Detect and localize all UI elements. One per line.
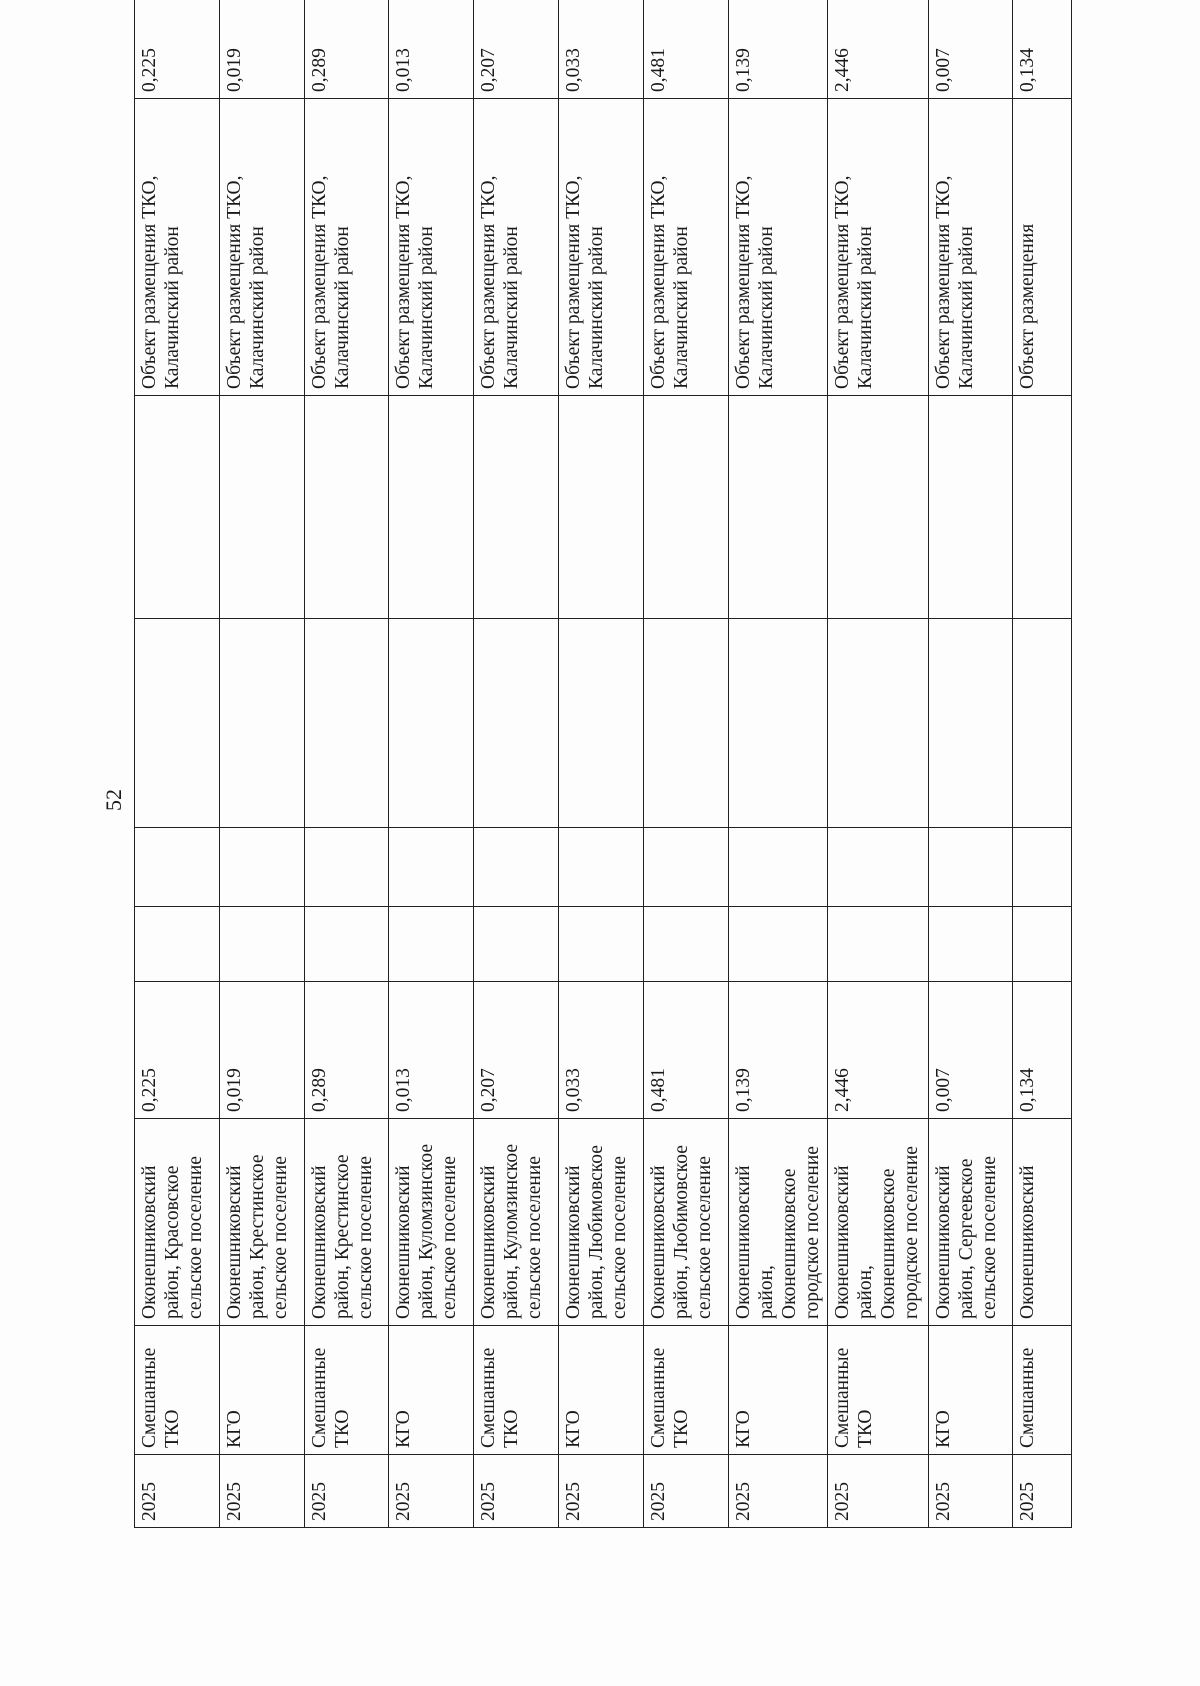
destination-cell: Объект размещения ТКО, Калачинский район [219, 99, 304, 396]
year-cell: 2025 [1013, 1455, 1072, 1528]
table-body [135, 0, 1072, 1528]
location-cell: Оконешниковский район, Любимовское сельское поселение [643, 1119, 728, 1326]
empty-cell [219, 396, 304, 619]
empty-cell [1013, 396, 1072, 619]
empty-cell [474, 907, 559, 982]
destination-mass-cell: 0,019 [219, 0, 304, 99]
table-row [928, 0, 1013, 1528]
location-cell: Оконешниковский район, Оконешниковское городское поселение [728, 1119, 827, 1326]
empty-cell [304, 828, 389, 907]
location-cell: Оконешниковский район, Куломзинское сельское поселение [389, 1119, 474, 1326]
waste-type-cell: КГО [389, 1326, 474, 1455]
location-cell: Оконешниковский район, Куломзинское сельское поселение [474, 1119, 559, 1326]
year-cell: 2025 [389, 1455, 474, 1528]
mass-cell: 0,289 [304, 982, 389, 1119]
mass-cell: 0,007 [928, 982, 1013, 1119]
destination-mass-cell: 0,225 [135, 0, 220, 99]
destination-cell: Объект размещения ТКО, Калачинский район [304, 99, 389, 396]
waste-type-cell: Смешанные ТКО [135, 1326, 220, 1455]
table-row [389, 0, 474, 1528]
destination-mass-cell: 0,134 [1013, 0, 1072, 99]
destination-mass-cell: 0,007 [928, 0, 1013, 99]
empty-cell [928, 828, 1013, 907]
destination-cell: Объект размещения ТКО, Калачинский район [559, 99, 644, 396]
destination-mass-cell: 0,139 [728, 0, 827, 99]
empty-cell [474, 396, 559, 619]
empty-cell [643, 828, 728, 907]
destination-cell: Объект размещения ТКО, Калачинский район [389, 99, 474, 396]
waste-type-cell: КГО [928, 1326, 1013, 1455]
empty-cell [928, 907, 1013, 982]
destination-mass-cell: 0,207 [474, 0, 559, 99]
destination-mass-cell: 0,033 [559, 0, 644, 99]
location-cell: Оконешниковский район, Красовское сельское поселение [135, 1119, 220, 1326]
waste-type-cell: Смешанные [1013, 1326, 1072, 1455]
table-row [219, 0, 304, 1528]
location-cell: Оконешниковский район, Крестинское сельское поселение [219, 1119, 304, 1326]
table-row [1013, 0, 1072, 1528]
year-cell: 2025 [474, 1455, 559, 1528]
table-row [728, 0, 827, 1528]
year-cell: 2025 [827, 1455, 928, 1528]
empty-cell [219, 907, 304, 982]
year-cell: 2025 [643, 1455, 728, 1528]
empty-cell [559, 396, 644, 619]
table-row [135, 0, 220, 1528]
table-row [474, 0, 559, 1528]
location-cell: Оконешниковский район, Оконешниковское городское поселение [827, 1119, 928, 1326]
empty-cell [389, 828, 474, 907]
empty-cell [304, 396, 389, 619]
empty-cell [928, 396, 1013, 619]
location-cell: Оконешниковский район, Любимовское сельское поселение [559, 1119, 644, 1326]
empty-cell [135, 619, 220, 828]
destination-cell: Объект размещения ТКО, Калачинский район [643, 99, 728, 396]
empty-cell [827, 828, 928, 907]
mass-cell: 0,225 [135, 982, 220, 1119]
destination-mass-cell: 2,446 [827, 0, 928, 99]
destination-mass-cell: 0,013 [389, 0, 474, 99]
table-row [304, 0, 389, 1528]
empty-cell [559, 619, 644, 828]
empty-cell [559, 828, 644, 907]
location-cell: Оконешниковский [1013, 1119, 1072, 1326]
table-row [559, 0, 644, 1528]
mass-cell: 0,013 [389, 982, 474, 1119]
empty-cell [643, 619, 728, 828]
empty-cell [1013, 828, 1072, 907]
table-row [827, 0, 928, 1528]
mass-cell: 0,134 [1013, 982, 1072, 1119]
empty-cell [304, 907, 389, 982]
mass-cell: 2,446 [827, 982, 928, 1119]
empty-cell [928, 619, 1013, 828]
waste-type-cell: Смешанные ТКО [827, 1326, 928, 1455]
destination-cell: Объект размещения ТКО, Калачинский район [474, 99, 559, 396]
table-container [134, 48, 1072, 1528]
mass-cell: 0,139 [728, 982, 827, 1119]
destination-cell: Объект размещения ТКО, Калачинский район [135, 99, 220, 396]
destination-mass-cell: 0,289 [304, 0, 389, 99]
rotated-table-frame [134, 48, 1072, 1528]
waste-type-cell: Смешанные ТКО [304, 1326, 389, 1455]
waste-flow-table [134, 0, 1072, 1528]
empty-cell [389, 619, 474, 828]
waste-type-cell: КГО [219, 1326, 304, 1455]
empty-cell [474, 828, 559, 907]
empty-cell [643, 396, 728, 619]
year-cell: 2025 [304, 1455, 389, 1528]
empty-cell [643, 907, 728, 982]
empty-cell [474, 619, 559, 828]
year-cell: 2025 [728, 1455, 827, 1528]
destination-cell: Объект размещения [1013, 99, 1072, 396]
empty-cell [219, 619, 304, 828]
location-cell: Оконешниковский район, Сергеевское сельское поселение [928, 1119, 1013, 1326]
waste-type-cell: Смешанные ТКО [474, 1326, 559, 1455]
empty-cell [559, 907, 644, 982]
year-cell: 2025 [219, 1455, 304, 1528]
year-cell: 2025 [928, 1455, 1013, 1528]
empty-cell [827, 907, 928, 982]
empty-cell [728, 619, 827, 828]
destination-mass-cell: 0,481 [643, 0, 728, 99]
empty-cell [827, 619, 928, 828]
destination-cell: Объект размещения ТКО, Калачинский район [928, 99, 1013, 396]
year-cell: 2025 [559, 1455, 644, 1528]
waste-type-cell: Смешанные ТКО [643, 1326, 728, 1455]
mass-cell: 0,019 [219, 982, 304, 1119]
empty-cell [304, 619, 389, 828]
year-cell: 2025 [135, 1455, 220, 1528]
empty-cell [728, 396, 827, 619]
empty-cell [389, 907, 474, 982]
empty-cell [389, 396, 474, 619]
destination-cell: Объект размещения ТКО, Калачинский район [827, 99, 928, 396]
location-cell: Оконешниковский район, Крестинское сельское поселение [304, 1119, 389, 1326]
waste-type-cell: КГО [559, 1326, 644, 1455]
empty-cell [728, 907, 827, 982]
empty-cell [1013, 619, 1072, 828]
empty-cell [827, 396, 928, 619]
empty-cell [135, 828, 220, 907]
waste-type-cell: КГО [728, 1326, 827, 1455]
mass-cell: 0,207 [474, 982, 559, 1119]
empty-cell [135, 396, 220, 619]
table-row [643, 0, 728, 1528]
empty-cell [728, 828, 827, 907]
page-number: 52 [101, 789, 126, 811]
mass-cell: 0,033 [559, 982, 644, 1119]
empty-cell [135, 907, 220, 982]
mass-cell: 0,481 [643, 982, 728, 1119]
empty-cell [1013, 907, 1072, 982]
destination-cell: Объект размещения ТКО, Калачинский район [728, 99, 827, 396]
empty-cell [219, 828, 304, 907]
